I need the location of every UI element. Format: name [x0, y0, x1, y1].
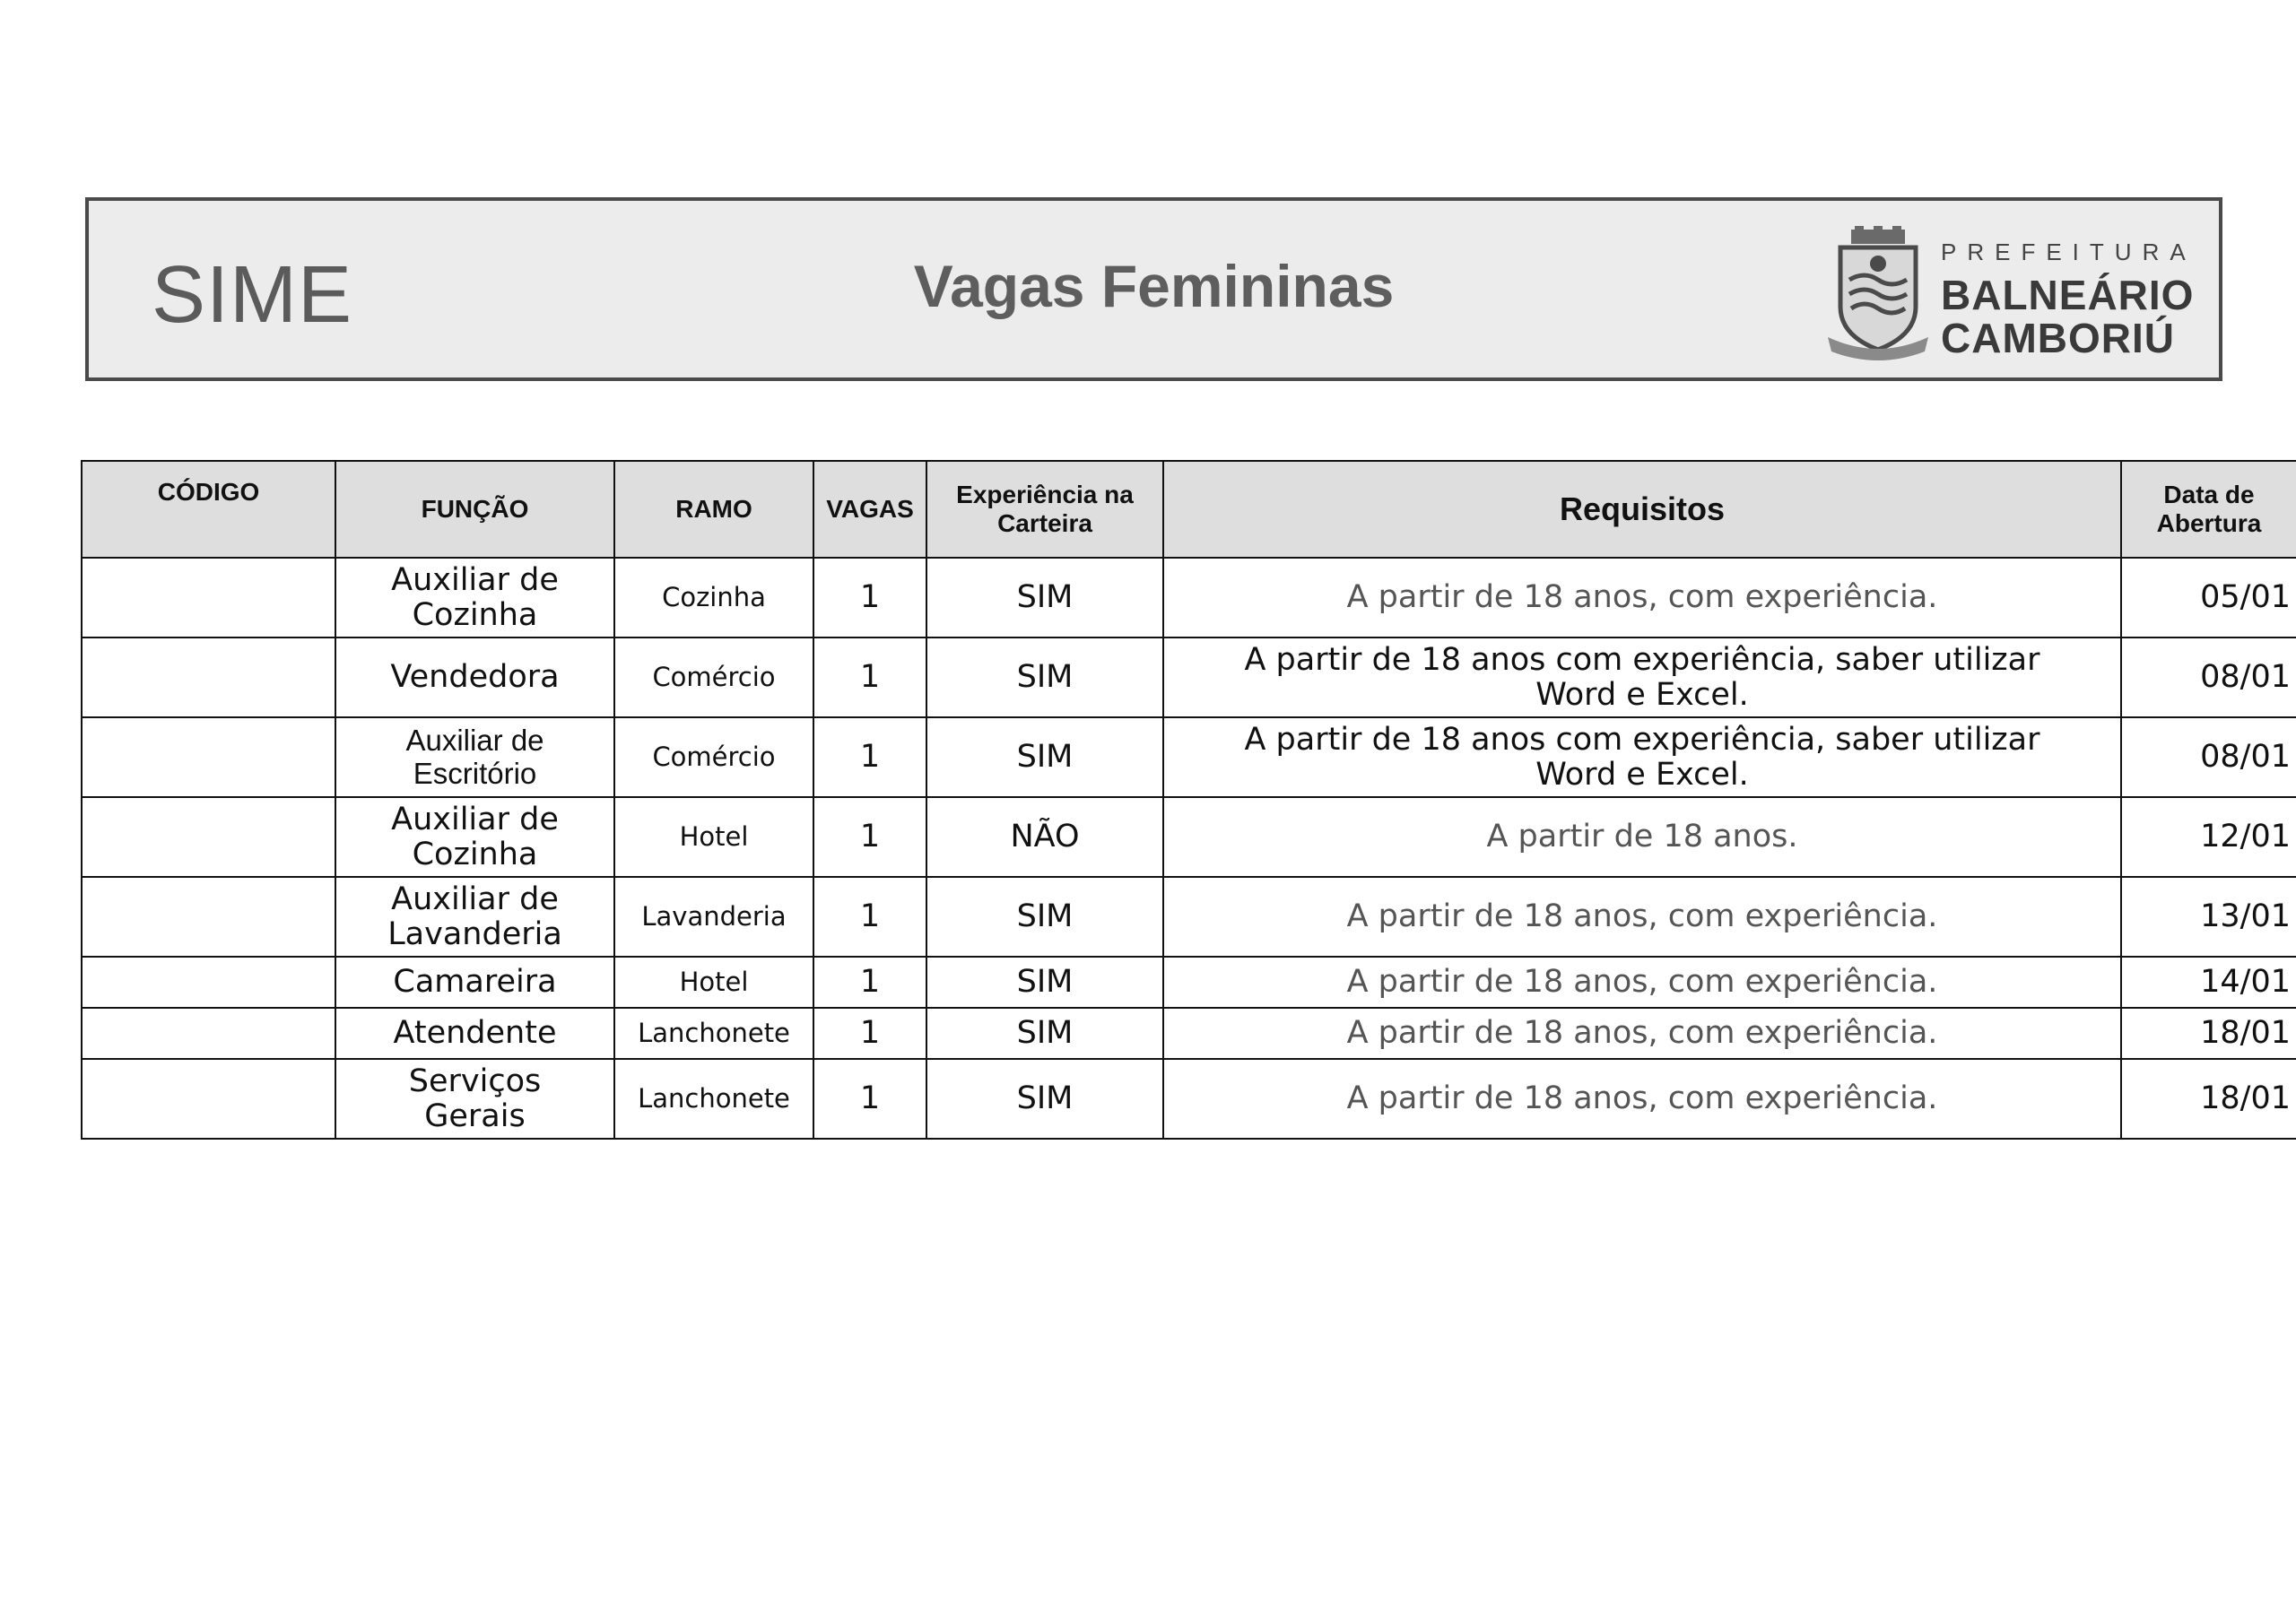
cell-funcao-line1: Auxiliar de [405, 724, 544, 758]
table-row [82, 877, 2296, 957]
table-row [82, 558, 2296, 638]
header-codigo: CÓDIGO [82, 461, 335, 558]
header-ramo: RAMO [614, 461, 813, 558]
cell-codigo [82, 957, 335, 1008]
cell-requisitos: A partir de 18 anos. [1163, 797, 2121, 877]
vagas-table [81, 460, 2296, 1140]
cell-codigo [82, 558, 335, 638]
logo-city-line2: CAMBORIÚ [1941, 315, 2175, 361]
cell-data: 08/01 [2121, 638, 2296, 717]
cell-codigo [82, 1059, 335, 1139]
cell-funcao [335, 797, 614, 877]
sime-label: SIME [152, 250, 353, 340]
cell-requisitos [1163, 638, 2121, 717]
cell-experiencia: SIM [926, 717, 1163, 797]
table-row [82, 1008, 2296, 1059]
cell-experiencia: SIM [926, 1008, 1163, 1059]
cell-requisitos-line2: Word e Excel. [1535, 676, 1749, 713]
cell-data: 14/01 [2121, 957, 2296, 1008]
cell-vagas: 1 [813, 638, 926, 717]
cell-requisitos: A partir de 18 anos, com experiência. [1163, 1059, 2121, 1139]
cell-data: 18/01 [2121, 1059, 2296, 1139]
cell-funcao-line1: Serviços [408, 1063, 542, 1099]
header-data [2121, 461, 2296, 558]
table-row [82, 797, 2296, 877]
cell-requisitos-line1: A partir de 18 anos com experiência, saber utilizar [1244, 642, 2040, 678]
cell-ramo: Lavanderia [614, 877, 813, 957]
cell-requisitos: A partir de 18 anos, com experiência. [1163, 558, 2121, 638]
cell-ramo: Comércio [614, 717, 813, 797]
header-experiencia [926, 461, 1163, 558]
table-row [82, 957, 2296, 1008]
table-row [82, 717, 2296, 797]
table-header-row [82, 461, 2296, 558]
cell-codigo [82, 797, 335, 877]
cell-funcao [335, 1059, 614, 1139]
page-title: Vagas Femininas [913, 253, 1395, 319]
cell-funcao-line2: Gerais [424, 1097, 526, 1134]
cell-vagas: 1 [813, 717, 926, 797]
cell-funcao-line1: Auxiliar de [391, 562, 559, 598]
cell-experiencia: NÃO [926, 797, 1163, 877]
cell-vagas: 1 [813, 957, 926, 1008]
cell-funcao [335, 717, 614, 797]
cell-codigo [82, 638, 335, 717]
cell-funcao-line2: Cozinha [412, 596, 538, 633]
cell-funcao-line1: Auxiliar de [391, 881, 559, 917]
cell-requisitos: A partir de 18 anos, com experiência. [1163, 877, 2121, 957]
cell-ramo: Hotel [614, 957, 813, 1008]
cell-funcao [335, 558, 614, 638]
city-crest-icon [1824, 226, 1932, 360]
table-row [82, 638, 2296, 717]
header-vagas: VAGAS [813, 461, 926, 558]
cell-requisitos-line1: A partir de 18 anos com experiência, saber utilizar [1244, 722, 2040, 758]
cell-codigo [82, 1008, 335, 1059]
cell-ramo: Comércio [614, 638, 813, 717]
cell-funcao-line1: Auxiliar de [391, 802, 559, 837]
cell-funcao: Camareira [335, 957, 614, 1008]
cell-experiencia: SIM [926, 1059, 1163, 1139]
cell-vagas: 1 [813, 877, 926, 957]
header-banner [85, 197, 2222, 381]
cell-requisitos: A partir de 18 anos, com experiência. [1163, 1008, 2121, 1059]
cell-data: 18/01 [2121, 1008, 2296, 1059]
cell-funcao: Vendedora [335, 638, 614, 717]
cell-ramo: Hotel [614, 797, 813, 877]
cell-vagas: 1 [813, 1008, 926, 1059]
cell-funcao [335, 877, 614, 957]
header-experiencia-line2: Carteira [997, 509, 1092, 537]
cell-experiencia: SIM [926, 957, 1163, 1008]
cell-data: 05/01 [2121, 558, 2296, 638]
header-funcao: FUNÇÃO [335, 461, 614, 558]
cell-requisitos [1163, 717, 2121, 797]
cell-vagas: 1 [813, 558, 926, 638]
logo-prefeitura-text: PREFEITURA [1941, 239, 2196, 265]
cell-data: 13/01 [2121, 877, 2296, 957]
cell-data: 12/01 [2121, 797, 2296, 877]
cell-data: 08/01 [2121, 717, 2296, 797]
cell-funcao: Atendente [335, 1008, 614, 1059]
header-data-line2: Abertura [2156, 509, 2262, 537]
cell-experiencia: SIM [926, 558, 1163, 638]
cell-experiencia: SIM [926, 877, 1163, 957]
cell-ramo: Lanchonete [614, 1008, 813, 1059]
cell-experiencia: SIM [926, 638, 1163, 717]
cell-requisitos: A partir de 18 anos, com experiência. [1163, 957, 2121, 1008]
cell-funcao-line2: Cozinha [412, 836, 538, 872]
cell-codigo [82, 717, 335, 797]
cell-ramo: Cozinha [614, 558, 813, 638]
cell-codigo [82, 877, 335, 957]
cell-vagas: 1 [813, 797, 926, 877]
cell-requisitos-line2: Word e Excel. [1535, 756, 1749, 793]
cell-funcao-line2: Lavanderia [387, 915, 562, 952]
logo-city-line1: BALNEÁRIO [1941, 272, 2195, 318]
cell-vagas: 1 [813, 1059, 926, 1139]
header-experiencia-line1: Experiência na [956, 480, 1134, 508]
prefeitura-logo [1824, 226, 2196, 361]
cell-ramo: Lanchonete [614, 1059, 813, 1139]
cell-funcao-line2: Escritório [413, 756, 537, 790]
table-row [82, 1059, 2296, 1139]
header-requisitos: Requisitos [1163, 461, 2121, 558]
header-data-line1: Data de [2163, 480, 2255, 508]
